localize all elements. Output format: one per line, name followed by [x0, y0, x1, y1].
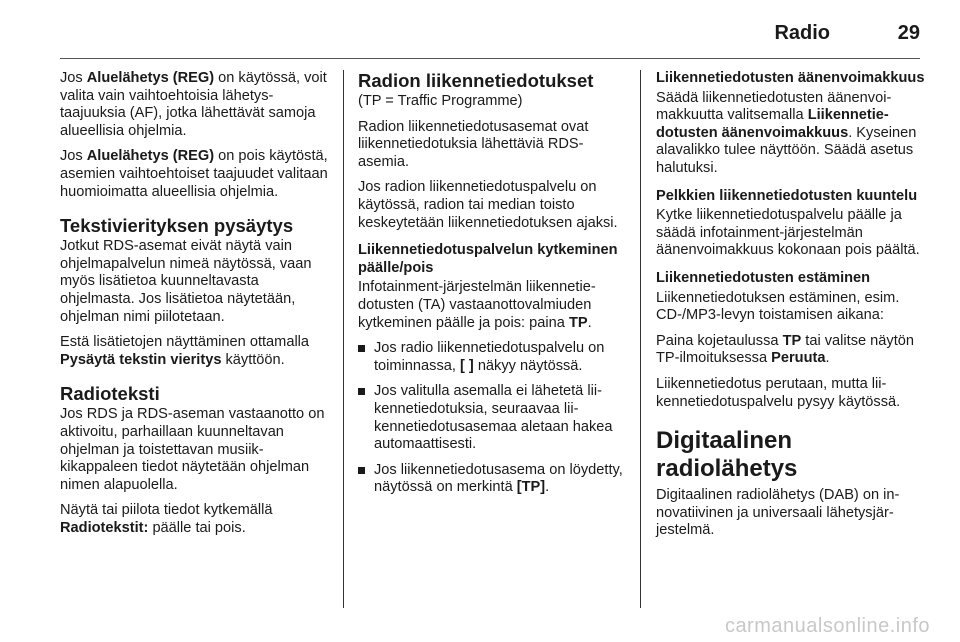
- column-divider: [640, 70, 641, 608]
- column-left: [60, 70, 330, 545]
- bullet-list: [358, 340, 626, 497]
- column-middle: [358, 70, 626, 505]
- paragraph: Säädä liikennetiedotusten äänenvoimakkuutta valitsemalla Liikennetiedotusten äänenvoimakkuus. Kyseinen alavalikko tulee näyttöön. Säädä asetus halutuksi.: [656, 89, 917, 176]
- bullet-square-icon: [358, 345, 365, 352]
- paragraph: Liikennetiedotus perutaan, mutta liikennetiedotuspalvelu pysyy käytössä.: [656, 375, 901, 410]
- paragraph: (TP = Traffic Programme): [358, 93, 523, 109]
- paragraph: Infotainment-järjestelmän liikennetiedotusten (TA) vastaanottovalmiuden kytkeminen päälle ja pois: paina TP.: [358, 279, 596, 331]
- section-heading: Radion liikennetiedotukset: [358, 70, 594, 91]
- paragraph: Radion liikennetiedotusasemat ovat liikennetiedotuksia lähettäviä RDS-asemia.: [358, 118, 589, 170]
- subsection-heading: Liikennetiedotusten estäminen: [656, 269, 871, 286]
- watermark: carmanualsonline.info: [724, 615, 930, 637]
- page-header: [60, 14, 920, 59]
- column-right: [656, 70, 926, 548]
- paragraph: Jotkut RDS-asemat eivät näytä vain ohjelmapalvelun nimeä näytössä, vaan myös lisätietoa kuunneltavasta ohjelmasta. Jos lisätietoa näytetään, ohjelman nimi piilotetaan.: [60, 238, 312, 325]
- paragraph: Jos Aluelähetys (REG) on käytössä, voit valita vain vaihtoehtoisia lähetystaajuuksia (AF), jotka lähettävät samoja alueellisia ohjelmia.: [60, 70, 327, 139]
- paragraph: Digitaalinen radiolähetys (DAB) on innovatiivinen ja universaali lähetysjärjestelmä.: [656, 487, 900, 539]
- bullet-square-icon: [358, 467, 365, 474]
- chapter-title: Radio: [774, 22, 830, 44]
- subsection-heading: Pelkkien liikennetiedotusten kuuntelu: [656, 187, 918, 204]
- section-heading: Tekstivierityksen pysäytys: [60, 215, 294, 237]
- paragraph: Jos radion liikennetiedotuspalvelu on käytössä, radion tai median toisto keskeytetään liikennetiedotuksen ajaksi.: [358, 179, 618, 231]
- paragraph: Paina kojetaulussa TP tai valitse näytön TP-ilmoituksessa Peruuta.: [656, 332, 914, 367]
- paragraph: Jos Aluelähetys (REG) on pois käytöstä, asemien vaihtoehtoiset taajuudet valitaan huomioimatta alueellisia ohjelmia.: [60, 148, 328, 200]
- chapter-heading: Digitaalinen radiolähetys: [656, 427, 798, 483]
- list-item: Jos valitulla asemalla ei lähetetä liikennetiedotuksia, seuraavaa liikennetiedotusasemaa aletaan hakea automaattisesti.: [358, 383, 626, 453]
- subsection-heading: Liikennetiedotusten äänenvoimakkuus: [656, 70, 925, 86]
- subsection-heading: Liikennetiedotuspalvelun kytkeminen päälle/pois: [358, 242, 618, 276]
- paragraph: Kytke liikennetiedotuspalvelu päälle ja säädä infotainment-järjestelmän äänenvoimakkuus kokonaan pois päältä.: [656, 207, 920, 259]
- list-item: Jos liikennetiedotusasema on löydetty, näytössä on merkintä [TP].: [358, 462, 626, 497]
- list-item: Jos radio liikennetiedotuspalvelu on toiminnassa, [ ] näkyy näytössä.: [358, 340, 626, 375]
- paragraph: Näytä tai piilota tiedot kytkemällä Radiotekstit: päälle tai pois.: [60, 502, 273, 536]
- paragraph: Liikennetiedotuksen estäminen, esim. CD-/MP3-levyn toistamisen aikana:: [656, 289, 900, 324]
- paragraph: Estä lisätietojen näyttäminen ottamalla Pysäytä tekstin vieritys käyttöön.: [60, 334, 310, 368]
- bullet-square-icon: [358, 388, 365, 395]
- section-heading: Radioteksti: [60, 383, 160, 405]
- paragraph: Jos RDS ja RDS-aseman vastaanotto on aktivoitu, parhaillaan kuunneltavan ohjelman ja toistettavan musiikkikappaleen tiedot näytetään ohjelman nimen alapuolella.: [60, 406, 325, 493]
- column-divider: [343, 70, 344, 608]
- page-number: 29: [897, 22, 920, 44]
